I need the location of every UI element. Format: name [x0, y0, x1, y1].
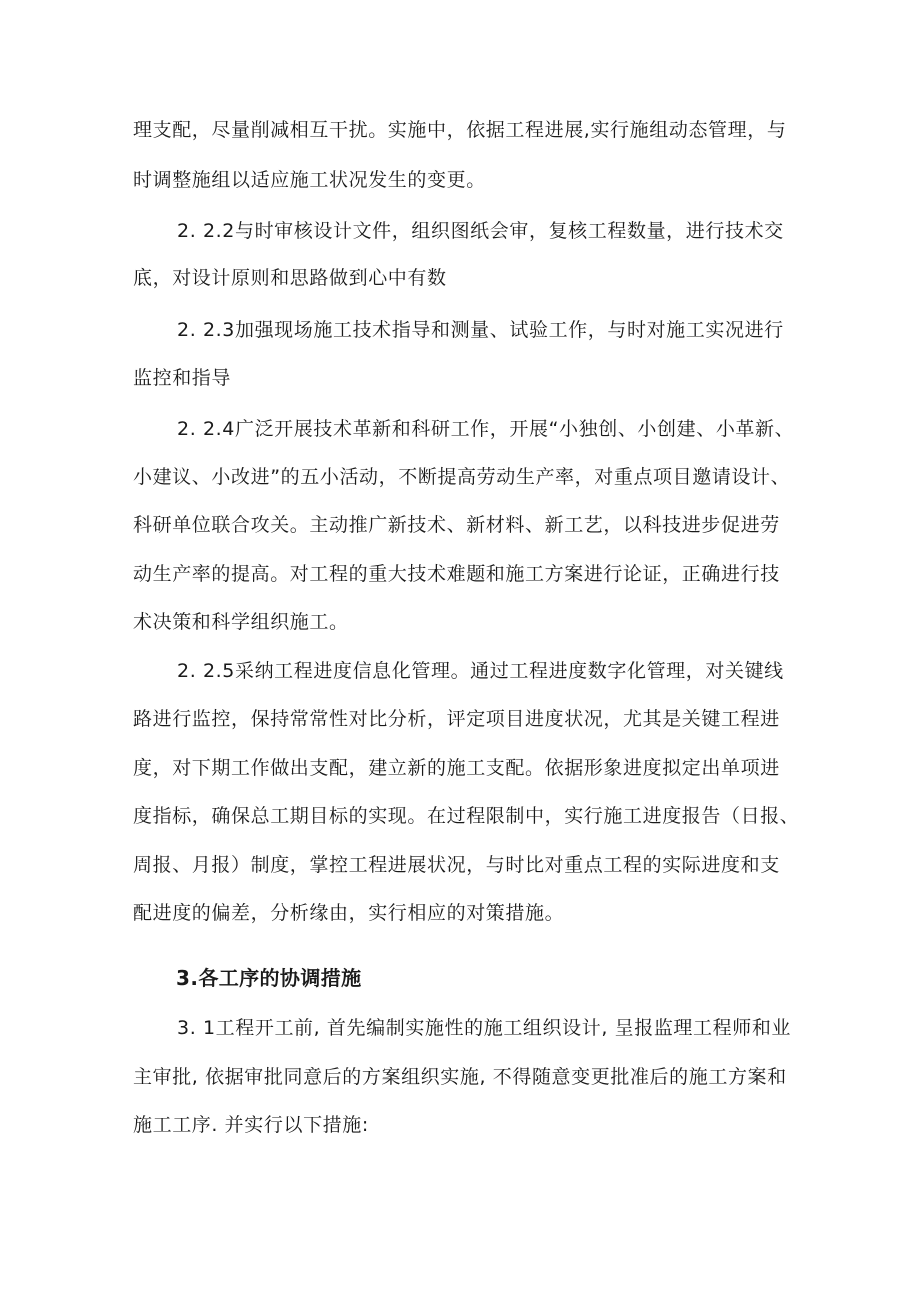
paragraph-line: 周报、月报）制度，掌控工程进展状况，与时比对重点工程的实际进度和支 [133, 854, 780, 876]
paragraph-line: 2. 2.5采纳工程进度信息化管理。通过工程进度数字化管理，对关键线 [177, 660, 784, 682]
paragraph-line: 术决策和科学组织施工。 [133, 611, 349, 633]
paragraph-line: 3. 1工程开工前, 首先编制实施性的施工组织设计, 呈报监理工程师和业 [177, 1017, 792, 1039]
paragraph-line: 监控和指导 [133, 367, 232, 389]
paragraph-line: 动生产率的提高。对工程的重大技术难题和施工方案进行论证，正确进行技 [133, 563, 780, 585]
paragraph-line: 2. 2.3加强现场施工技术指导和测量、试验工作，与时对施工实况进行 [177, 319, 784, 341]
paragraph-line: 科研单位联合攻关。主动推广新技术、新材料、新工艺，以科技进步促进劳 [133, 514, 780, 536]
paragraph-line: 度指标，确保总工期目标的实现。在过程限制中，实行施工进度报告（日报、 [133, 805, 800, 827]
paragraph-line: 底，对设计原则和思路做到心中有数 [133, 267, 447, 289]
paragraph-line: 理支配，尽量削减相互干扰。实施中，依据工程进展,实行施组动态管理，与 [133, 119, 787, 141]
section-heading: 3.各工序的协调措施 [176, 966, 362, 990]
paragraph-line: 度，对下期工作做出支配，建立新的施工支配。依据形象进度拟定出单项进 [133, 757, 780, 779]
paragraph-line: 2. 2.2与时审核设计文件，组织图纸会审，复核工程数量，进行技术交 [177, 220, 784, 242]
paragraph-line: 小建议、小改进”的五小活动，不断提高劳动生产率，对重点项目邀请设计、 [133, 466, 791, 488]
paragraph-line: 路进行监控，保持常常性对比分析，评定项目进度状况，尤其是关键工程进 [133, 708, 780, 730]
paragraph-line: 施工工序. 并实行以下措施: [133, 1114, 369, 1136]
paragraph-line: 2. 2.4广泛开展技术革新和科研工作，开展“小独创、小创建、小革新、 [177, 418, 795, 440]
paragraph-line: 配进度的偏差，分析缘由，实行相应的对策措施。 [133, 902, 565, 924]
paragraph-line: 主审批, 依据审批同意后的方案组织实施, 不得随意变更批准后的施工方案和 [133, 1066, 787, 1088]
paragraph-line: 时调整施组以适应施工状况发生的变更。 [133, 169, 486, 191]
